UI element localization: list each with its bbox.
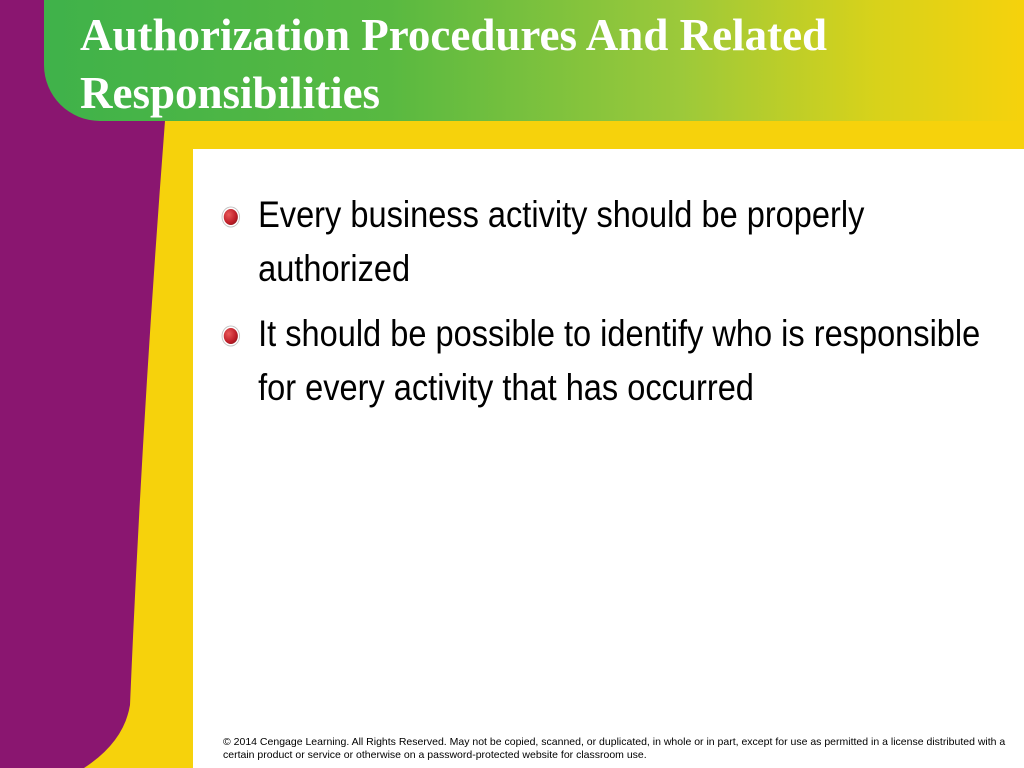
bullet-dot-icon	[224, 209, 238, 225]
bullet-item	[222, 307, 1006, 415]
bullet-list	[222, 188, 982, 426]
bullet-text: It should be possible to identify who is responsible for every activity that has occurred	[258, 313, 981, 408]
slide-title: Authorization Procedures And Related Responsibilities	[80, 10, 828, 118]
bullet-item	[222, 188, 1006, 296]
bullet-dot-icon	[224, 328, 238, 344]
bullet-text: Every business activity should be properly authorized	[258, 194, 865, 289]
copyright-notice: © 2014 Cengage Learning. All Rights Reserved. May not be copied, scanned, or duplicated, in whole or in part, except for use as permitted in a license distributed with a certain product or service or otherwise on a password-protected website for classroom use.	[223, 736, 1006, 761]
